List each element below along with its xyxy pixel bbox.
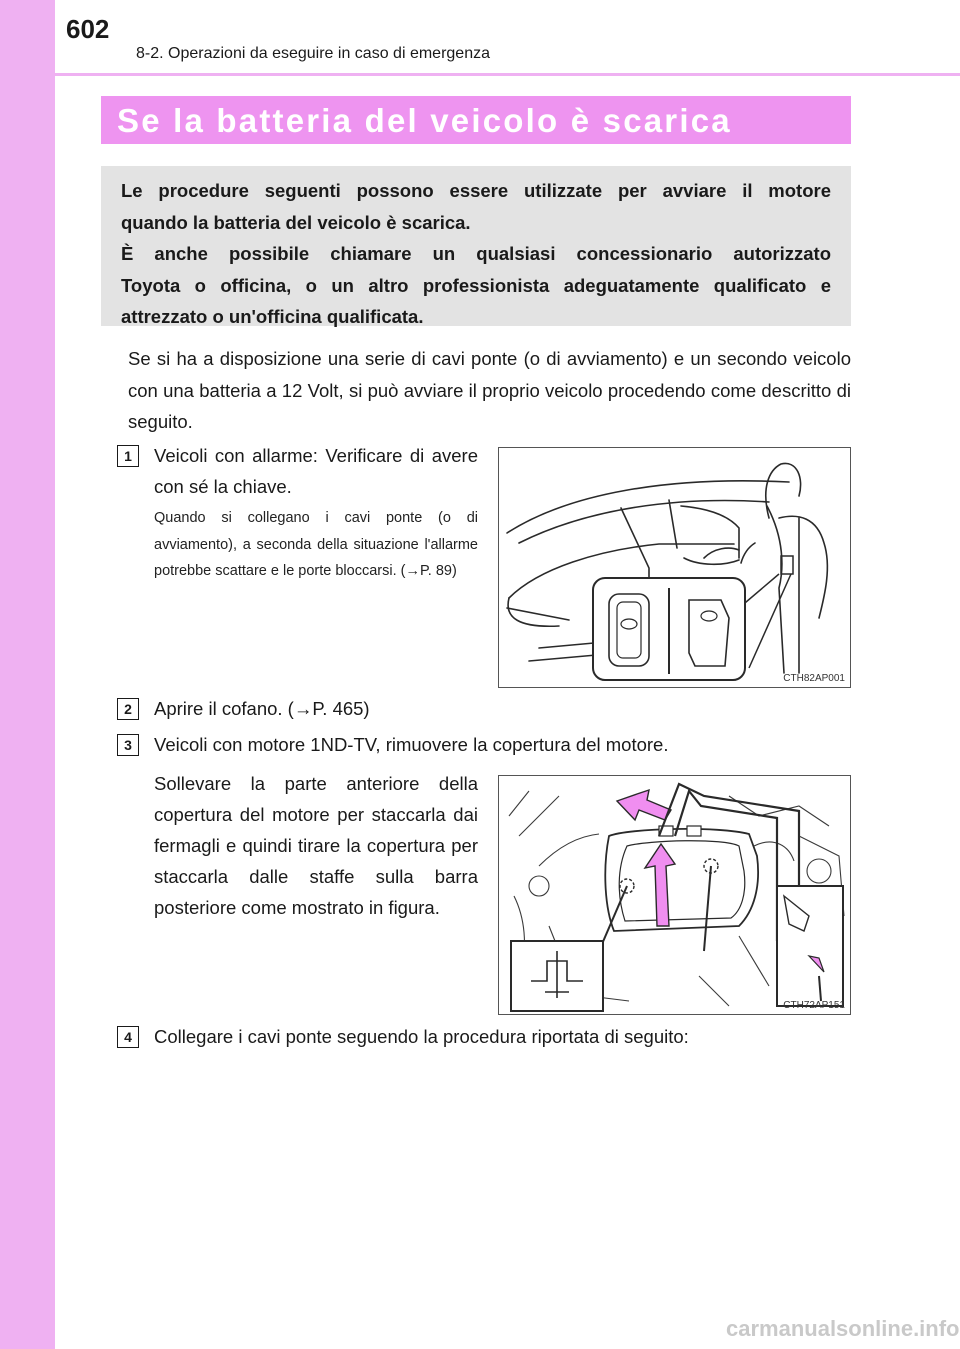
step-4-text: Collegare i cavi ponte seguendo la procedura riportata di seguito: [154, 1026, 689, 1047]
step-number-1: 1 [117, 445, 139, 467]
intro-line: È anche possibile chiamare un qualsiasi concessionario autorizzato [121, 243, 831, 264]
section-title: Se la batteria del veicolo è scarica [101, 96, 851, 144]
figure-key-check [498, 447, 851, 688]
header-rule [55, 73, 960, 76]
intro-line: Le procedure seguenti possono essere utilizzate per avviare il motore [121, 180, 831, 201]
step-3-text: Veicoli con motore 1ND-TV, rimuovere la copertura del motore. [154, 734, 669, 755]
sidebar-tab [0, 0, 55, 1349]
intro-line: Toyota o officina, o un altro professionista adeguatamente qualificato e [121, 274, 831, 296]
figure-engine-cover [498, 775, 851, 1015]
car-door-key-illustration [499, 448, 851, 688]
step-3-detail: Sollevare la parte anteriore della copertura del motore per staccarla dai fermagli e quindi tirare la copertura per staccarla dalle staffe sulla barra posteriore come mostrato in figura. [154, 773, 478, 918]
engine-cover-illustration [499, 776, 851, 1015]
step-number-4: 4 [117, 1026, 139, 1048]
step-number-3: 3 [117, 734, 139, 756]
step-1-note: Quando si collegano i cavi ponte (o di avviamento), a seconda della situazione l'allarme potrebbe scattare e le porte bloccarsi. (→P. 89) [154, 510, 478, 579]
chapter-heading: 8-2. Operazioni da eseguire in caso di emergenza [136, 45, 490, 62]
figure-code: CTH82AP001 [783, 673, 845, 684]
intro-box [101, 166, 851, 326]
figure-code: CTH72AP151 [783, 1000, 845, 1011]
intro-line: attrezzato o un'officina qualificata. [121, 306, 424, 327]
step-1-text: Veicoli con allarme: Verificare di avere con sé la chiave. [154, 445, 478, 497]
step-number-2: 2 [117, 698, 139, 720]
page-number: 602 [66, 14, 110, 44]
watermark: carmanualsonline.info [726, 1316, 960, 1341]
intro-line: quando la batteria del veicolo è scarica. [121, 211, 471, 233]
body-paragraph: Se si ha a disposizione una serie di cavi ponte (o di avviamento) e un secondo veicolo con una batteria a 12 Volt, si può avviare il proprio veicolo procedendo come descritto di seguito. [128, 348, 851, 432]
step-2-text: Aprire il cofano. (→P. 465) [154, 698, 370, 719]
